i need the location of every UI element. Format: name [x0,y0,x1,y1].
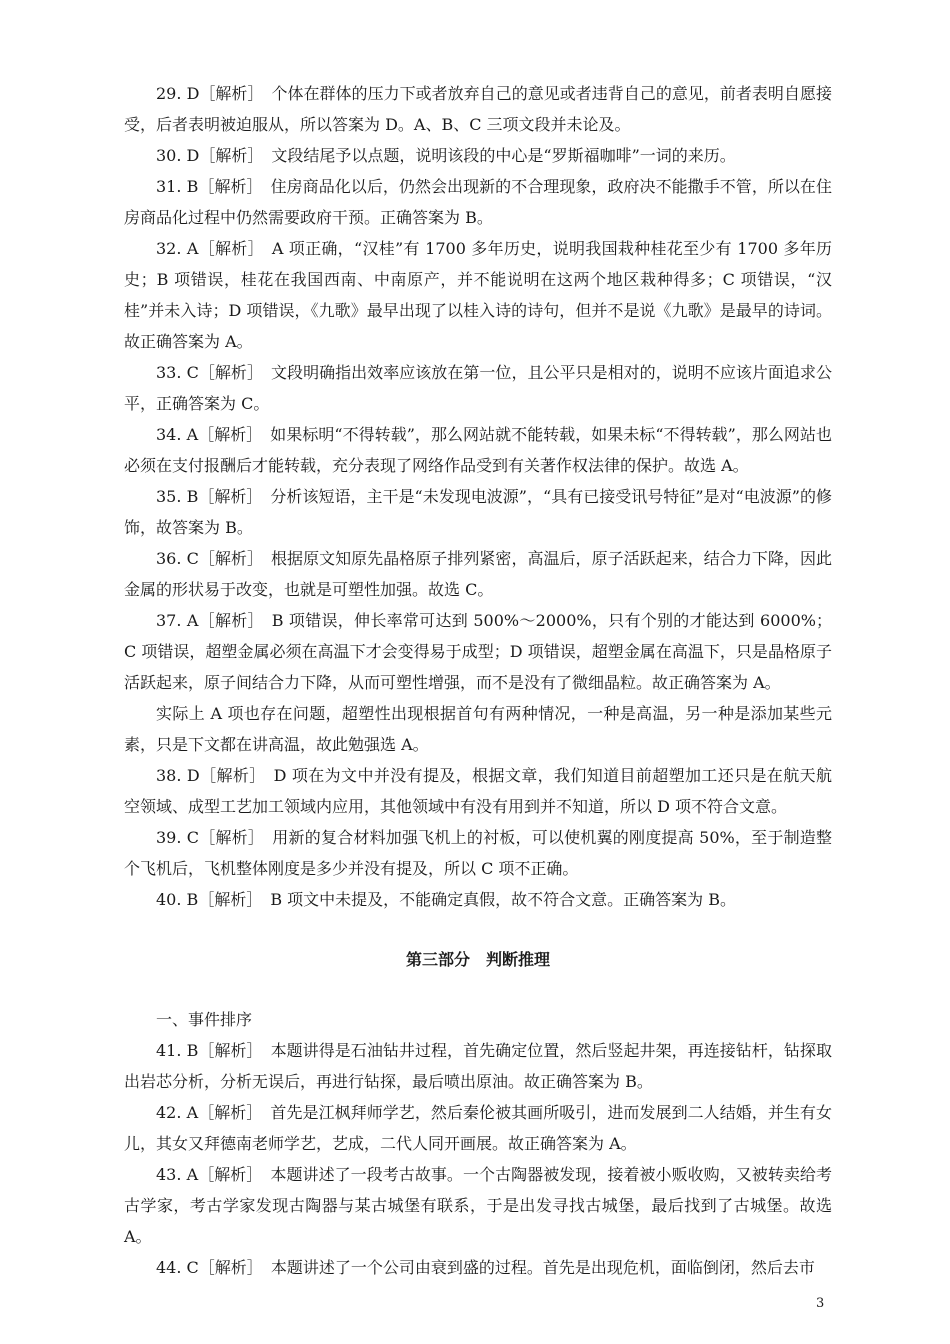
explanation-text: B 项错误，伸长率常可达到 500%～2000%，只有个别的才能达到 6000%；C 项错误，超塑金属必须在高温下才会变得易于成型；D 项错误，超塑金属在高温下，只是晶格原子活跃起来，原子间结合力下降，从而可塑性增强，而不是没有了微细晶粒。故正确答案为 A。 [124,611,832,692]
explanation-text: 个体在群体的压力下或者放弃自己的意见或者违背自己的意见，前者表明自愿接受，后者表明被迫服从，所以答案为 D。A、B、C 三项文段并未论及。 [124,84,832,134]
question-number: 37. [156,611,182,630]
analysis-tag: ［解析］ [198,1103,263,1122]
analysis-tag: ［解析］ [199,84,264,103]
page-number: 3 [816,1296,825,1311]
explanation-text: 如果标明“不得转载”，那么网站就不能转载，如果未标“不得转载”，那么网站也必须在支付报酬后才能转载，充分表现了网络作品受到有关著作权法律的保护。故选 A。 [124,425,832,475]
explanation-paragraph [124,78,832,140]
explanation-paragraph [124,357,832,419]
explanation-paragraph [124,1035,832,1097]
question-number: 43. [156,1165,182,1184]
explanation-paragraph [124,884,832,915]
analysis-tag: ［解析］ [198,239,264,258]
explanation-paragraph [124,543,832,605]
answer-letter: D [186,84,200,103]
answer-explanations-reasoning [124,1035,832,1283]
question-number: 44. [156,1258,182,1277]
explanation-text: 本题讲述了一段考古故事。一个古陶器被发现，接着被小贩收购，又被转卖给考古学家，考古学家发现古陶器与某古城堡有联系，于是出发寻找古城堡，最后找到了古城堡。故选 A。 [124,1165,832,1246]
analysis-tag: ［解析］ [199,766,266,785]
explanation-text: 用新的复合材料加强飞机上的衬板，可以使机翼的刚度提高 50%，至于制造整个飞机后，飞机整体刚度是多少并没有提及，所以 C 项不正确。 [124,828,832,878]
answer-letter: A [186,239,199,258]
question-number: 31. [156,177,182,196]
analysis-tag: ［解析］ [198,1258,263,1277]
answer-letter: A [186,1165,199,1184]
question-number: 32. [156,239,182,258]
explanation-paragraph [124,171,832,233]
answer-letter: B [186,890,199,909]
analysis-tag: ［解析］ [199,828,265,847]
explanation-paragraph [124,1097,832,1159]
explanation-paragraph [124,140,832,171]
explanation-text: D 项在为文中并没有提及，根据文章，我们知道目前超塑加工还只是在航天航空领域、成型工艺加工领域内应用，其他领域中有没有用到并不知道，所以 D 项不符合文意。 [124,766,832,816]
answer-letter: B [186,487,199,506]
explanation-text: 本题讲得是石油钻井过程，首先确定位置，然后竖起井架，再连接钻杆，钻探取出岩芯分析，分析无误后，再进行钻探，最后喷出原油。故正确答案为 B。 [124,1041,832,1091]
analysis-tag: ［解析］ [198,177,263,196]
answer-letter: C [186,1258,199,1277]
analysis-tag: ［解析］ [198,611,264,630]
answer-letter: A [186,425,199,444]
analysis-tag: ［解析］ [198,425,263,444]
analysis-tag: ［解析］ [198,549,263,568]
answer-letter: B [186,177,199,196]
answer-letter: A [186,611,199,630]
explanation-paragraph [124,822,832,884]
analysis-tag: ［解析］ [198,363,263,382]
explanation-text: 实际上 A 项也存在问题，超塑性出现根据首句有两种情况，一种是高温，另一种是添加某些元素，只是下文都在讲高温，故此勉强选 A。 [124,704,832,754]
explanation-text: 首先是江枫拜师学艺，然后秦伦被其画所吸引，进而发展到二人结婚，并生有女儿，其女又拜德南老师学艺，艺成，二代人同开画展。故正确答案为 A。 [124,1103,832,1153]
explanation-text: A 项正确，“汉桂”有 1700 多年历史，说明我国栽种桂花至少有 1700 多年历史；B 项错误，桂花在我国西南、中南原产，并不能说明在这两个地区栽种得多；C 项错误，“汉桂”并未入诗；D 项错误，《九歌》最早出现了以桂入诗的诗句，但并不是说《九歌》是最早的诗词。故正确答案为 A。 [124,239,832,351]
explanation-paragraph [124,419,832,481]
answer-letter: C [186,828,200,847]
answer-letter: D [186,766,200,785]
question-number: 30. [156,146,182,165]
explanation-paragraph [124,233,832,357]
analysis-tag: ［解析］ [198,890,263,909]
question-number: 29. [156,84,182,103]
analysis-tag: ［解析］ [198,487,263,506]
question-number: 38. [156,766,182,785]
explanation-text: 文段结尾予以点题，说明该段的中心是“罗斯福咖啡”一词的来历。 [271,146,736,165]
answer-explanations-reading [124,78,832,915]
question-number: 35. [156,487,182,506]
question-number: 39. [156,828,182,847]
explanation-paragraph [124,605,832,698]
answer-letter: A [186,1103,199,1122]
answer-letter: C [186,363,199,382]
analysis-tag: ［解析］ [199,146,264,165]
explanation-paragraph [124,698,832,760]
explanation-text: 文段明确指出效率应该放在第一位，且公平只是相对的，说明不应该片面追求公平，正确答案为 C。 [124,363,832,413]
page-content [124,78,832,1283]
explanation-paragraph [124,760,832,822]
analysis-tag: ［解析］ [198,1041,263,1060]
subsection-title: 一、事件排序 [156,1010,253,1029]
question-number: 41. [156,1041,182,1060]
explanation-text: 本题讲述了一个公司由衰到盛的过程。首先是出现危机，面临倒闭，然后去市 [270,1258,815,1277]
question-number: 36. [156,549,182,568]
explanation-paragraph [124,1159,832,1252]
answer-letter: D [186,146,200,165]
explanation-text: B 项文中未提及，不能确定真假，故不符合文意。正确答案为 B。 [270,890,737,909]
answer-letter: B [186,1041,199,1060]
analysis-tag: ［解析］ [198,1165,263,1184]
explanation-paragraph [124,481,832,543]
explanation-text: 分析该短语，主干是“未发现电波源”，“具有已接受讯号特征”是对“电波源”的修饰，故答案为 B。 [124,487,832,537]
explanation-text: 住房商品化以后，仍然会出现新的不合理现象，政府决不能撒手不管，所以在住房商品化过程中仍然需要政府干预。正确答案为 B。 [124,177,832,227]
explanation-text: 根据原文知原先晶格原子排列紧密，高温后，原子活跃起来，结合力下降，因此金属的形状易于改变，也就是可塑性加强。故选 C。 [124,549,832,599]
answer-letter: C [186,549,199,568]
question-number: 34. [156,425,182,444]
section-heading: 第三部分 判断推理 [405,950,550,969]
question-number: 42. [156,1103,182,1122]
question-number: 33. [156,363,182,382]
question-number: 40. [156,890,182,909]
explanation-paragraph [124,1252,832,1283]
